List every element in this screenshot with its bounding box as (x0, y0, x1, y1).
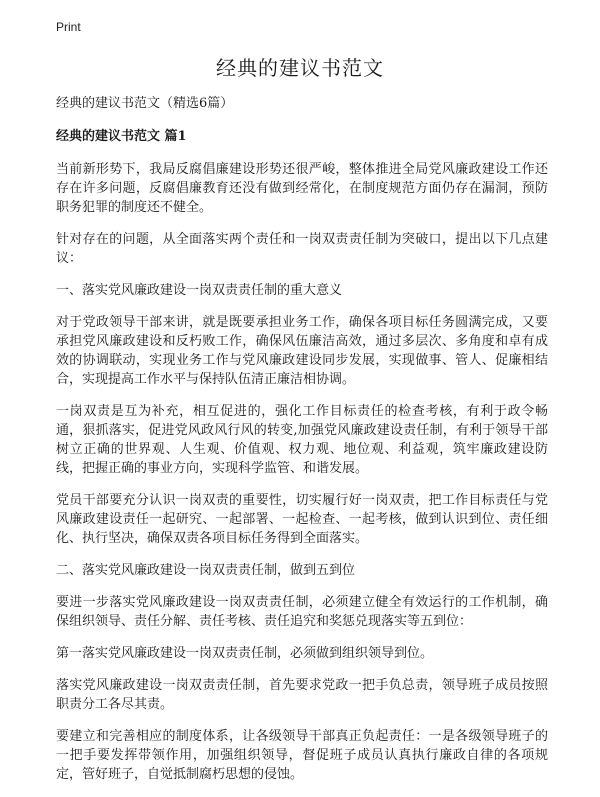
paragraph-system: 要建立和完善相应的制度体系，让各级领导干部真正负起责任：一是各级领导班子的一把手要发挥带领作用，加强组织领导，督促班子成员认真执行廉政自律的各项规定，管好班子，自觉抵制腐朽思想的侵蚀。 (56, 729, 548, 782)
section-heading: 经典的建议书范文 篇1 (56, 129, 187, 144)
paragraph-responsibility: 落实党风廉政建设一岗双责责任制，首先要求党政一把手负总责，领导班子成员按照职责分工各尽其责。 (56, 678, 548, 712)
document-body (56, 94, 548, 797)
paragraph-mechanism: 要进一步落实党风廉政建设一岗双责责任制，必须建立健全有效运行的工作机制，确保组织领导、责任分解、责任考核、责任追究和奖惩兑现落实等五到位： (56, 595, 548, 629)
document-title: 经典的建议书范文 (216, 56, 384, 80)
paragraph-proposal: 针对存在的问题，从全面落实两个责任和一岗双责责任制为突破口，提出以下几点建议： (56, 232, 548, 266)
document-subtitle: 经典的建议书范文（精选6篇） (56, 96, 234, 111)
paragraph-leaders: 对于党政领导干部来讲，就是既要承担业务工作，确保各项目标任务圆满完成，又要承担党风廉政建设和反朽败工作，确保风伍廉洁高效，通过多层次、多角度和卓有成效的协调联动，实现业务工作与党风廉政建设同步发展，实现做事、管人、促廉相结合，实现提高工作水平与保持队伍清正廉洁相协调。 (56, 315, 548, 387)
subheading-significance: 一、落实党风廉政建设一岗双责责任制的重大意义 (56, 283, 343, 298)
print-link[interactable]: Print (56, 20, 81, 34)
paragraph-first: 第一落实党风廉政建设一岗双责责任制，必须做到组织领导到位。 (56, 646, 434, 661)
paragraph-intro: 当前新形势下，我局反腐倡廉建设形势还很严峻，整体推进全局党风廉政建设工作还存在许多问题，反腐倡廉教育还没有做到经常化，在制度规范方面仍存在漏洞，预防职务犯罪的制度还不健全。 (56, 162, 548, 215)
paragraph-cadres: 党员干部要充分认识一岗双责的重要性，切实履行好一岗双责，把工作目标责任与党风廉政建设责任一起研究、一起部署、一起检查、一起考核，做到认识到位、责任细化、执行坚决，确保双责各项目标任务得到全面落实。 (56, 493, 548, 546)
paragraph-mutual: 一岗双责是互为补充，相互促进的，强化工作目标责任的检查考核，有利于政令畅通，狠抓落实，促进党风政风行风的转变,加强党风廉政建设责任制，有利于领导干部树立正确的世界观、人生观、价值观、权力观、地位观、利益观，筑牢廉政建设防线，把握正确的事业方向，实现科学监管、和谐发展。 (56, 404, 548, 476)
subheading-five-places: 二、落实党风廉政建设一岗双责责任制，做到五到位 (56, 563, 356, 578)
